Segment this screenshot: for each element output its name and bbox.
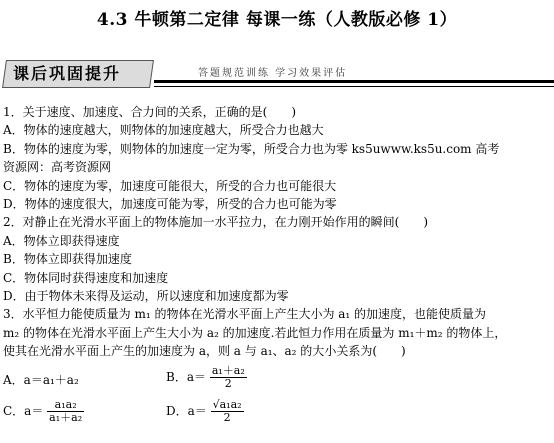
q1-option-c: C．物体的速度为零，加速度可能很大，所受的合力也可能很大 bbox=[3, 178, 337, 193]
banner-tag-label: 课后巩固提升 bbox=[13, 64, 122, 83]
q2-option-d: D．由于物体未来得及运动，所以速度和加速度都为零 bbox=[3, 289, 289, 304]
q3-stem-1: 3．水平恒力能使质量为 m₁ 的物体在光滑水平面上产生大小为 a₁ 的加速度，也能使质量为 bbox=[3, 307, 487, 322]
q3-option-b-numerator: a₁＋a₂ bbox=[211, 363, 245, 377]
q2-stem: 2．对静止在光滑水平面上的物体施加一水平拉力，在力刚开始作用的瞬间( ) bbox=[3, 215, 429, 230]
q3-option-c bbox=[3, 399, 84, 424]
q2-option-b: B．物体立即获得加速度 bbox=[3, 252, 132, 267]
q1-option-d: D．物体的速度很大，加速度可能为零，所受的合力也可能为零 bbox=[3, 197, 337, 212]
q2-option-a: A．物体立即获得速度 bbox=[3, 233, 120, 248]
q3-option-b-label: B．a＝ bbox=[166, 369, 206, 384]
q1-option-a: A．物体的速度越大，则物体的加速度越大，所受合力也越大 bbox=[3, 123, 324, 138]
q2-option-c: C．物体同时获得速度和加速度 bbox=[3, 270, 169, 285]
q1-option-b: B．物体的速度为零，则物体的加速度一定为零，所受合力也为零 ks5uwww.ks5u.com 高考 bbox=[3, 141, 500, 156]
q1-stem: 1．关于速度、加速度、合力间的关系，正确的是( ) bbox=[3, 105, 297, 119]
q3-option-c-fraction bbox=[47, 399, 84, 424]
q3-option-a-label: A．a＝ bbox=[3, 372, 43, 387]
banner-rule bbox=[154, 80, 554, 83]
q3-options-row-2 bbox=[3, 399, 553, 429]
q3-stem-3: 使其在光滑水平面上产生的加速度为 a，则 a 与 a₁、a₂ 的大小关系为( ) bbox=[3, 344, 406, 359]
q3-option-c-numerator: a₁a₂ bbox=[47, 399, 84, 412]
q3-option-b-fraction bbox=[210, 365, 247, 390]
q3-option-a bbox=[3, 371, 79, 389]
q3-options-row-1 bbox=[3, 365, 553, 395]
section-banner bbox=[0, 60, 554, 88]
q3-option-d-fraction bbox=[211, 399, 244, 424]
q3-option-a-expr: a₁＋a₂ bbox=[42, 372, 79, 387]
q3-option-b-denominator: 2 bbox=[224, 376, 232, 390]
page-title: 4.3 牛顿第二定律 每课一练（人教版必修 1） bbox=[96, 10, 458, 30]
q3-option-c-label: C．a＝ bbox=[3, 403, 44, 418]
q1-option-b-cont: 资源网：高考资源网 bbox=[3, 160, 112, 175]
banner-rule-thin bbox=[154, 86, 554, 87]
q3-option-b bbox=[166, 365, 247, 390]
q3-option-d-numerator: √a₁a₂ bbox=[212, 397, 242, 411]
q3-option-d-label: D．a＝ bbox=[166, 403, 207, 418]
banner-tag bbox=[2, 60, 154, 88]
banner-subtitle: 答题规范训练 学习效果评估 bbox=[198, 68, 348, 79]
q3-option-c-denominator: a₁＋a₂ bbox=[49, 410, 83, 424]
q3-stem-2: m₂ 的物体在光滑水平面上产生大小为 a₂ 的加速度.若此恒力作用在质量为 m₁＋m₂ 的物体上， bbox=[3, 325, 507, 340]
question-body bbox=[3, 103, 553, 429]
q3-option-d-denominator: 2 bbox=[223, 410, 231, 424]
q3-option-d bbox=[166, 399, 244, 424]
